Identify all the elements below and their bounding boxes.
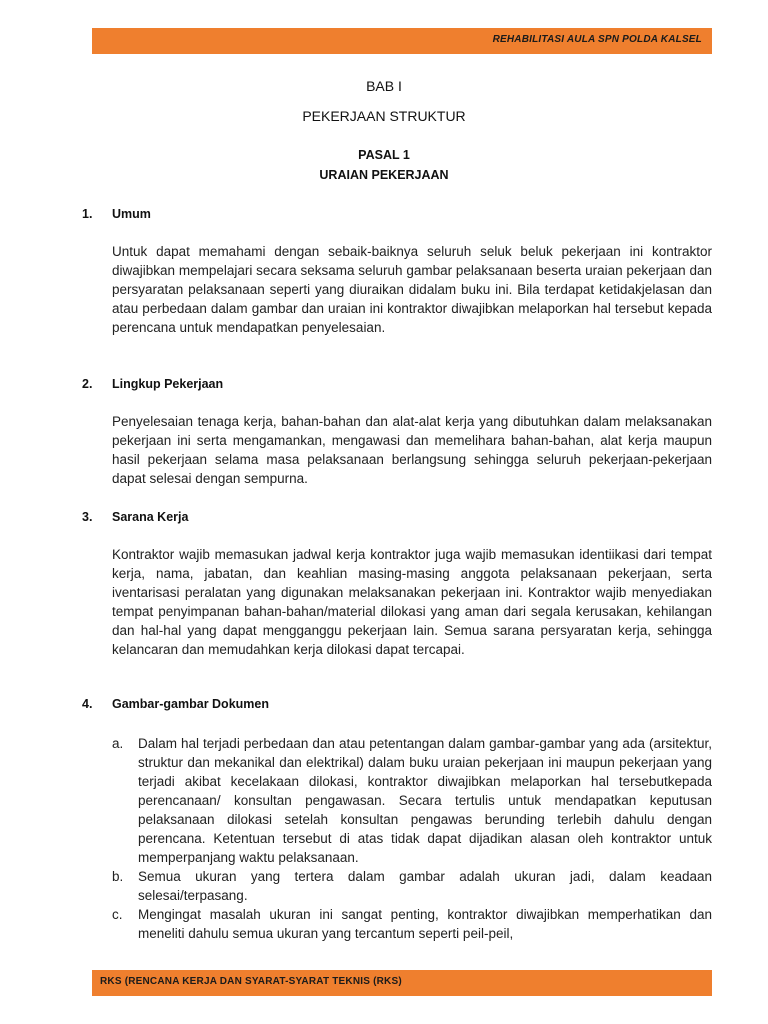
- section-heading-lingkup: [82, 377, 223, 391]
- list-item-letter: a.: [112, 736, 124, 751]
- article-label: PASAL 1: [358, 148, 410, 162]
- header-bar: [92, 28, 712, 54]
- section-number: 4.: [82, 697, 93, 711]
- section-heading-umum: [82, 207, 151, 221]
- list-item-text: Semua ukuran yang tertera dalam gambar adalah ukuran jadi, dalam keadaan selesai/terpasang.: [138, 869, 712, 903]
- list-item: [112, 734, 712, 867]
- section-text-lingkup: Penyelesaian tenaga kerja, bahan-bahan dan alat-alat kerja yang dibutuhkan dalam melaksanakan pekerjaan ini serta mengamankan, mengawasi dan memelihara bahan-bahan, alat kerja maupun hasil pekerjaan selama masa pelaksanaan berlangsung sehingga seluruh pekerjaan-pekerjaan dapat selesai dengan sempurna.: [112, 414, 712, 486]
- section-text-umum: Untuk dapat memahami dengan sebaik-baiknya seluruh seluk beluk pekerjaan ini kontraktor diwajibkan mempelajari secara seksama seluruh gambar pelaksanaan beserta uraian pekerjaan dan persyaratan pelaksanaan seperti yang diuraikan didalam buku ini. Bila terdapat ketidakjelasan dan atau perbedaan dalam gambar dan uraian ini kontraktor diwajibkan melaporkan hal tersebut kepada perencana untuk mendapatkan penyelesaian.: [112, 244, 712, 335]
- article-title: URAIAN PEKERJAAN: [319, 168, 449, 182]
- chapter-title: PEKERJAAN STRUKTUR: [302, 108, 466, 124]
- list-item: [112, 867, 712, 905]
- list-item-text: Mengingat masalah ukuran ini sangat penting, kontraktor diwajibkan memperhatikan dan meneliti dahulu semua ukuran yang tercantum seperti peil-peil,: [138, 907, 712, 941]
- chapter-label: BAB I: [366, 78, 402, 94]
- section-heading-gambar: [82, 697, 269, 711]
- list-item-letter: c.: [112, 907, 123, 922]
- section-title: Umum: [112, 207, 151, 221]
- section-heading-sarana: [82, 510, 188, 524]
- section-text-sarana: Kontraktor wajib memasukan jadwal kerja kontraktor juga wajib memasukan identiikasi dari tempat kerja, nama, jabatan, dan keahlian masing-masing anggota pelaksanaan pekerjaan, serta iventarisasi peralatan yang digunakan melaksanakan pekerjaan ini. Kontraktor wajib menyediakan tempat penyimpanan bahan-bahan/material dilokasi yang aman dari segala kerusakan, kehilangan dan hal-hal yang dapat mengganggu pekerjaan lain. Semua sarana persyaratan kerja, sehingga kelancaran dan memudahkan kerja dilokasi dapat tercapai.: [112, 547, 712, 657]
- section-number: 2.: [82, 377, 93, 391]
- list-item: [112, 905, 712, 943]
- document-list: [112, 734, 712, 943]
- list-item-text: Dalam hal terjadi perbedaan dan atau petentangan dalam gambar-gambar yang ada (arsitektur, struktur dan mekanikal dan elektrikal) dalam buku uraian pekerjaan ini maupun pekerjaan yang terjadi akibat kecelakaan dilokasi, kontraktor diwajibkan melaporkan hal tersebutkepada perencanaan/ konsultan pengawasan. Secara tertulis untuk mendapatkan keputusan pelaksanaan dilokasi setelah konsultan pengawas berunding terlebih dahulu dengan perencana. Ketentuan tersebut di atas tidak dapat dijadikan alasan oleh kontraktor untuk memperpanjang waktu pelaksanaan.: [138, 736, 712, 865]
- section-title: Sarana Kerja: [112, 510, 189, 524]
- section-number: 1.: [82, 207, 93, 221]
- footer-title: RKS (RENCANA KERJA DAN SYARAT-SYARAT TEKNIS (RKS): [100, 976, 402, 987]
- header-title: REHABILITASI AULA SPN POLDA KALSEL: [492, 34, 702, 45]
- list-item-letter: b.: [112, 869, 124, 884]
- footer-bar: [92, 970, 712, 996]
- section-title: Gambar-gambar Dokumen: [112, 697, 269, 711]
- section-number: 3.: [82, 510, 93, 524]
- section-title: Lingkup Pekerjaan: [112, 377, 224, 391]
